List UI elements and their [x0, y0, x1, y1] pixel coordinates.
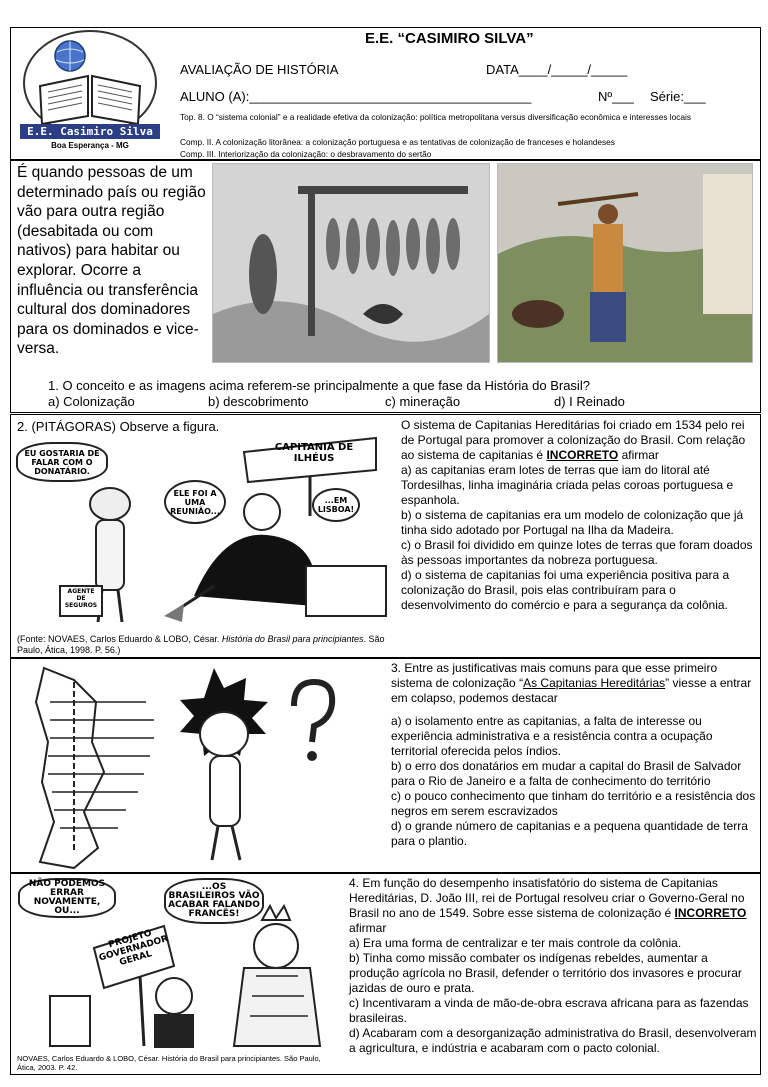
q2-option-b[interactable]: b) o sistema de capitanias era um modelo de colonização que já tinha sido adotado por Portugal na Ilha da Madeira. — [401, 508, 744, 537]
q2-intro: O sistema de Capitanias Hereditárias foi criado em 1534 pelo rei de Portugal para promover a colonização do Brasil. Com relação ao sistema de capitanias é — [401, 418, 746, 462]
cartoon-bubble-error: NÃO PODEMOS ERRAR NOVAMENTE, OU... — [18, 878, 116, 918]
cartoon-sign-governador: PROJETO GOVERNADOR GERAL — [97, 928, 170, 968]
question-1-prompt: 1. O conceito e as imagens acima referem-se principalmente a que fase da História do Brasil? — [48, 378, 590, 393]
student-name-field[interactable]: ALUNO (A):_______________________________________ — [180, 89, 532, 104]
cartoon-bubble-servant: ELE FOI A UMA REUNIÃO... — [164, 480, 226, 524]
q2-option-c[interactable]: c) o Brasil foi dividido em quinze lotes de terras que foram doados às pessoas importantes da nobreza portuguesa. — [401, 538, 753, 567]
q4-option-c[interactable]: c) Incentivaram a vinda de mão-de-obra escrava africana para as fazendas brasileiras. — [349, 996, 749, 1025]
q1-option-c[interactable]: c) mineração — [385, 394, 461, 409]
cartoon-bubble-lisbon: ...EM LISBOA! — [312, 488, 360, 522]
q2-option-a[interactable]: a) as capitanias eram lotes de terras que iam do litoral até Tordesilhas, linha imaginária criada pelas coroas portuguesa e espanhola. — [401, 463, 734, 507]
student-number-field[interactable]: Nº___ — [598, 89, 634, 104]
confused-man-cartoon — [14, 662, 386, 870]
q3-intro-start: 3. Entre as justificativas mais comuns para que esse primeiro sistema de colonização “ — [391, 661, 718, 690]
cartoon-bag-label: AGENTE DE SEGUROS — [64, 588, 98, 609]
q1-option-a[interactable]: a) Colonização — [48, 394, 135, 409]
q3-intro-end: ” viesse a entrar em colapso, podemos destacar — [391, 676, 752, 705]
date-field[interactable]: DATA____/_____/_____ — [486, 62, 628, 77]
question-2-text — [401, 418, 756, 613]
capitanias-cartoon — [14, 436, 390, 630]
q4-option-b[interactable]: b) Tinha como missão combater os indígenas rebeldes, aumentar a produção agrícola no Brasil, defender o território dos invasores e procurar jazidas de ouro e prata. — [349, 951, 742, 995]
cartoon-bubble-visitor: EU GOSTARIA DE FALAR COM O DONATÁRIO. — [16, 442, 108, 482]
question-2-title: 2. (PITÁGORAS) Observe a figura. — [17, 419, 220, 434]
q2-option-d[interactable]: d) o sistema de capitanias foi uma experiência positiva para a colonização do Brasil, pois elas contribuíram para o desenvolvimento do comércio e para a segurança da colônia. — [401, 568, 730, 612]
q3-intro-link: As Capitanias Hereditárias — [523, 676, 666, 690]
question-4-text — [349, 876, 757, 1056]
logo-name: E.E. Casimiro Silva — [20, 124, 160, 139]
q4-option-a[interactable]: a) Era uma forma de centralizar e ter mais controle da colônia. — [349, 936, 682, 950]
q2-source-prefix: (Fonte: NOVAES, Carlos Eduardo & LOBO, César. — [17, 634, 222, 644]
governador-geral-cartoon — [14, 876, 342, 1052]
q2-keyword: INCORRETO — [546, 448, 619, 462]
q2-intro-end: afirmar — [621, 448, 659, 462]
q3-option-d[interactable]: d) o grande número de capitanias e a pequena quantidade de terra para o plantio. — [391, 819, 748, 848]
logo-place: Boa Esperança - MG — [51, 141, 129, 150]
colonization-definition: É quando pessoas de um determinado país ou região vão para outra região (desabitada ou com nativos) para habitar ou explorar. Ocorre a influência ou transferência cultural dos dominadores para os dominados e vice-versa. — [17, 164, 206, 358]
question-3-text — [391, 661, 756, 849]
topic-3: Comp. III. Interiorização da colonização: o desbravamento do sertão — [180, 149, 432, 159]
cartoon-sign-ilheus: CAPITANIA DE ILHÉUS — [274, 442, 354, 464]
q4-option-d[interactable]: d) Acabaram com a desorganização administrativa do Brasil, desenvolveram a agricultura, e indústria e acabaram com o pacto colonial. — [349, 1026, 757, 1055]
q1-option-b[interactable]: b) descobrimento — [208, 394, 309, 409]
q3-option-c[interactable]: c) o pouco conhecimento que tinham do território e a resistência dos negros em serem escravizados — [391, 789, 756, 818]
q4-keyword: INCORRETO — [674, 906, 747, 920]
topic-2: Comp. II. A colonização litorânea: a colonização portuguesa e as tentativas de colonização de franceses e holandeses — [180, 137, 615, 147]
q3-option-b[interactable]: b) o erro dos donatários em mudar a capital do Brasil de Salvador para o Rio de Janeiro e a falta de conhecimento do território — [391, 759, 742, 788]
q4-intro-end: afirmar — [349, 921, 387, 935]
school-logo — [20, 28, 160, 156]
q4-intro: 4. Em função do desempenho insatisfatório do sistema de Capitanias Hereditárias, D. João III, rei de Portugal resolveu criar o Governo-Geral no Brasil no ano de 1549. Sobre esse sistema de colonização é — [349, 876, 745, 920]
school-title: E.E. “CASIMIRO SILVA” — [365, 30, 534, 47]
cartoon-bubble-french: ...OS BRASILEIROS VÃO ACABAR FALANDO FRANCÊS! — [164, 878, 264, 924]
slavery-painting-image — [497, 163, 753, 363]
q3-option-a[interactable]: a) o isolamento entre as capitanias, a falta de interesse ou experiência administrativa e a resistência contra a ocupação territorial oferecida pelos índios. — [391, 714, 713, 758]
engraving-image — [212, 163, 490, 363]
q4-cartoon-source: NOVAES, Carlos Eduardo & LOBO, César. História do Brasil para principiantes. São Paulo, Ática, 2003. P. 42. — [17, 1054, 321, 1072]
assessment-title: AVALIAÇÃO DE HISTÓRIA — [180, 62, 339, 77]
grade-field[interactable]: Série:___ — [650, 89, 706, 104]
q2-source-title: História do Brasil para principiantes — [221, 634, 364, 644]
q2-source-suffix: . São Paulo, Ática, 1998. P. 56.) — [17, 634, 385, 655]
q1-option-d[interactable]: d) I Reinado — [554, 394, 625, 409]
topic-1: Top. 8. O “sistema colonial” e a realidade efetiva da colonização: política metropolitana versus diversificação econômica e interesses locais — [180, 112, 691, 122]
q2-cartoon-source — [17, 634, 389, 656]
